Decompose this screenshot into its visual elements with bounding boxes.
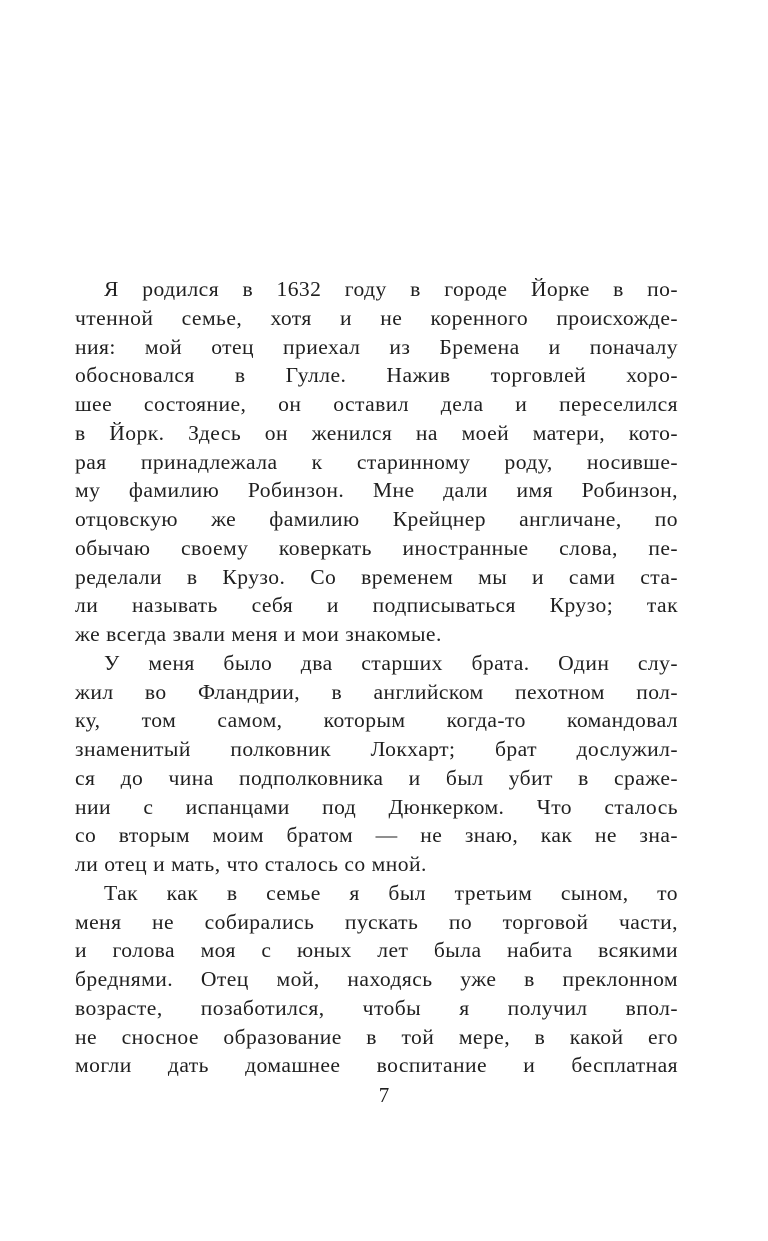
text-line: ку, том самом, которым когда-то командовал [75, 708, 678, 733]
text-line: в Йорк. Здесь он женился на моей матери, кото- [75, 420, 678, 445]
page-number: 7 [378, 1083, 390, 1107]
text-line: со вторым моим братом — не знаю, как не зна- [75, 823, 678, 848]
text-line: жил во Фландрии, в английском пехотном пол- [75, 679, 678, 704]
text-line: не сносное образование в той мере, в какой его [75, 1024, 678, 1049]
text-line: ли отец и мать, что сталось со мной. [75, 852, 427, 876]
text-line: возрасте, позаботился, чтобы я получил впол- [75, 995, 678, 1020]
text-line: му фамилию Робинзон. Мне дали имя Робинзон, [75, 478, 678, 503]
text-line: Так как в семье я был третьим сыном, то [104, 880, 678, 905]
text-line: могли дать домашнее воспитание и бесплатная [75, 1053, 678, 1078]
text-line: ся до чина подполковника и был убит в сраже- [75, 765, 678, 790]
page-text-block [75, 275, 678, 1080]
text-line: нии с испанцами под Дюнкерком. Что сталось [75, 794, 678, 819]
paragraph-2 [75, 649, 678, 879]
text-line: чтенной семье, хотя и не коренного происхожде- [75, 305, 678, 330]
text-line: бреднями. Отец мой, находясь уже в преклонном [75, 967, 678, 991]
text-line: знаменитый полковник Локхарт; брат дослужил- [75, 737, 678, 761]
text-line: шее состояние, он оставил дела и переселился [75, 392, 678, 416]
text-line: и голова моя с юных лет была набита всякими [75, 938, 678, 963]
text-line: У меня было два старших брата. Один слу- [104, 650, 678, 675]
text-line: рая принадлежала к старинному роду, носивше- [75, 449, 678, 474]
text-line: меня не собирались пускать по торговой части, [75, 909, 678, 934]
text-line: обычаю своему коверкать иностранные слова, пе- [75, 535, 678, 560]
text-line: ния: мой отец приехал из Бремена и поначалу [75, 334, 678, 359]
text-line: Я родился в 1632 году в городе Йорке в по- [104, 277, 678, 301]
text-line: же всегда звали меня и мои знакомые. [75, 622, 442, 646]
paragraph-3 [75, 879, 678, 1080]
text-line: обосновался в Гулле. Нажив торговлей хоро- [75, 363, 678, 388]
text-line: ределали в Крузо. Со временем мы и сами ста- [75, 564, 678, 589]
text-line: ли называть себя и подписываться Крузо; так [75, 593, 678, 618]
text-line: отцовскую же фамилию Крейцнер англичане, по [75, 507, 678, 531]
paragraph-1 [75, 275, 678, 649]
